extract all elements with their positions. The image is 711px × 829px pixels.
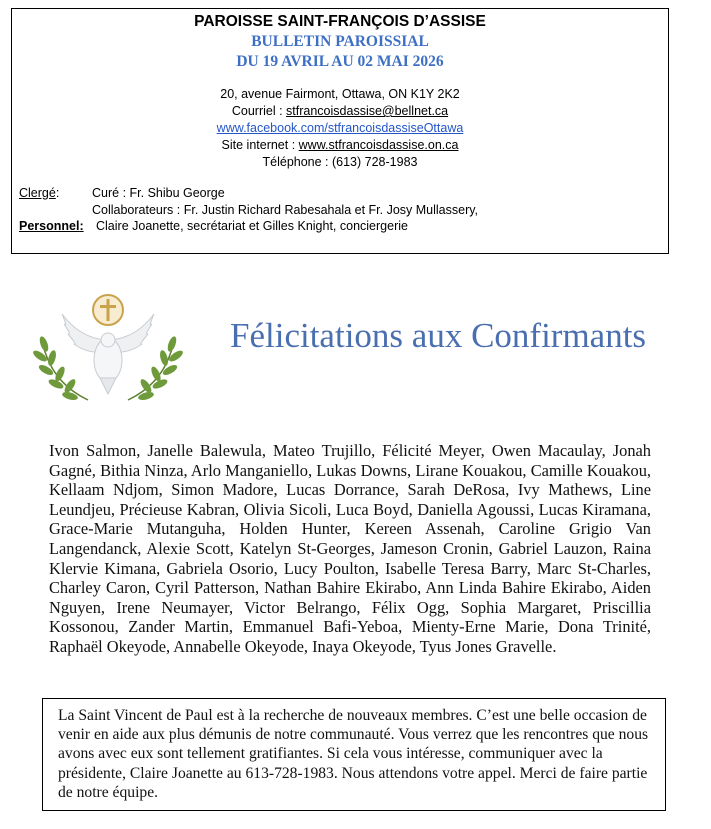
saint-vincent-de-paul-notice [42,698,666,811]
cure-line: Curé : Fr. Shibu George [92,186,225,200]
bulletin-dates: DU 19 AVRIL AU 02 MAI 2026 [236,53,444,70]
email-line [12,104,668,118]
clergy-label-text: Clergé [19,186,56,200]
clergy-label [19,186,59,200]
parish-address: 20, avenue Fairmont, Ottawa, ON K1Y 2K2 [220,87,460,101]
parish-name: PAROISSE SAINT-FRANÇOIS D’ASSISE [194,13,486,30]
email-label: Courriel : [231,104,287,118]
facebook-link[interactable]: www.facebook.com/stfrancoisdassiseOttawa [216,121,464,135]
staff-label [19,219,84,233]
email-link[interactable]: stfrancoisdassise@bellnet.ca [286,104,449,118]
staff-line: Claire Joanette, secrétariat et Gilles Knight, conciergerie [96,219,408,233]
website-label: Site internet : [221,138,299,152]
website-line [12,138,668,152]
clergy-colon: : [55,186,60,200]
notice-text: La Saint Vincent de Paul est à la recherche de nouveaux membres. C’est une belle occasion de venir en aide aux plus démunis de notre communauté. Vous verrez que les rencontres que nous avons avec eux sont tellement gratifiantes. Si cela vous intéresse, communiquer avec la présidente, Claire Joanette au 613-728-1983. Nous attendons votre appel. Merci de faire partie de notre équipe. [58,707,649,801]
dove-with-cross-icon [28,278,188,408]
phone-line: Téléphone : (613) 728-1983 [262,155,418,169]
collaborators-line: Collaborateurs : Fr. Justin Richard Rabesahala et Fr. Josy Mullassery, [92,203,479,217]
staff-colon: : [79,219,84,233]
congratulations-title: Félicitations aux Confirmants [230,316,647,355]
staff-label-text: Personnel [19,219,80,233]
website-link[interactable]: www.stfrancoisdassise.on.ca [298,138,459,152]
confirmands-list: Ivon Salmon, Janelle Balewula, Mateo Trujillo, Félicité Meyer, Owen Macaulay, Jonah Gagné, Bithia Ninza, Arlo Manganiello, Lukas Downs, Lirane Kouakou, Camille Kouakou, Kellaam Ndjom, Simon Madore, Lucas Dorrance, Sarah DeRosa, Ivy Mathews, Line Leundjeu, Précieuse Kabran, Olivia Sicoli, Luca Boyd, Daniella Agoussi, Lucas Kiramana, Grace-Marie Mutanguha, Holden Hunter, Kereen Assenah, Caroline Grigio Van Langendanck, Alexie Scott, Katelyn St-Georges, Jameson Cronin, Gabriel Lauzon, Raina Klervie Kimana, Gabriela Osorio, Lucy Poulton, Isabelle Teresa Barry, Marc St-Charles, Charley Caron, Cyril Patterson, Nathan Bahire Ekirabo, Ann Linda Bahire Ekirabo, Aiden Nguyen, Irene Neumayer, Victor Belrango, Félix Ogg, Sophia Margaret, Priscillia Kossonou, Zander Martin, Emmanuel Bafi-Yeboa, Mienty-Erne Marie, Dona Trinité, Raphaël Okeyode, Annabelle Okeyode, Inaya Okeyode, Tyus Jones Gravelle. [49,441,651,656]
bulletin-header [11,8,669,254]
bulletin-title: BULLETIN PAROISSIAL [251,33,429,50]
facebook-line [12,121,668,135]
